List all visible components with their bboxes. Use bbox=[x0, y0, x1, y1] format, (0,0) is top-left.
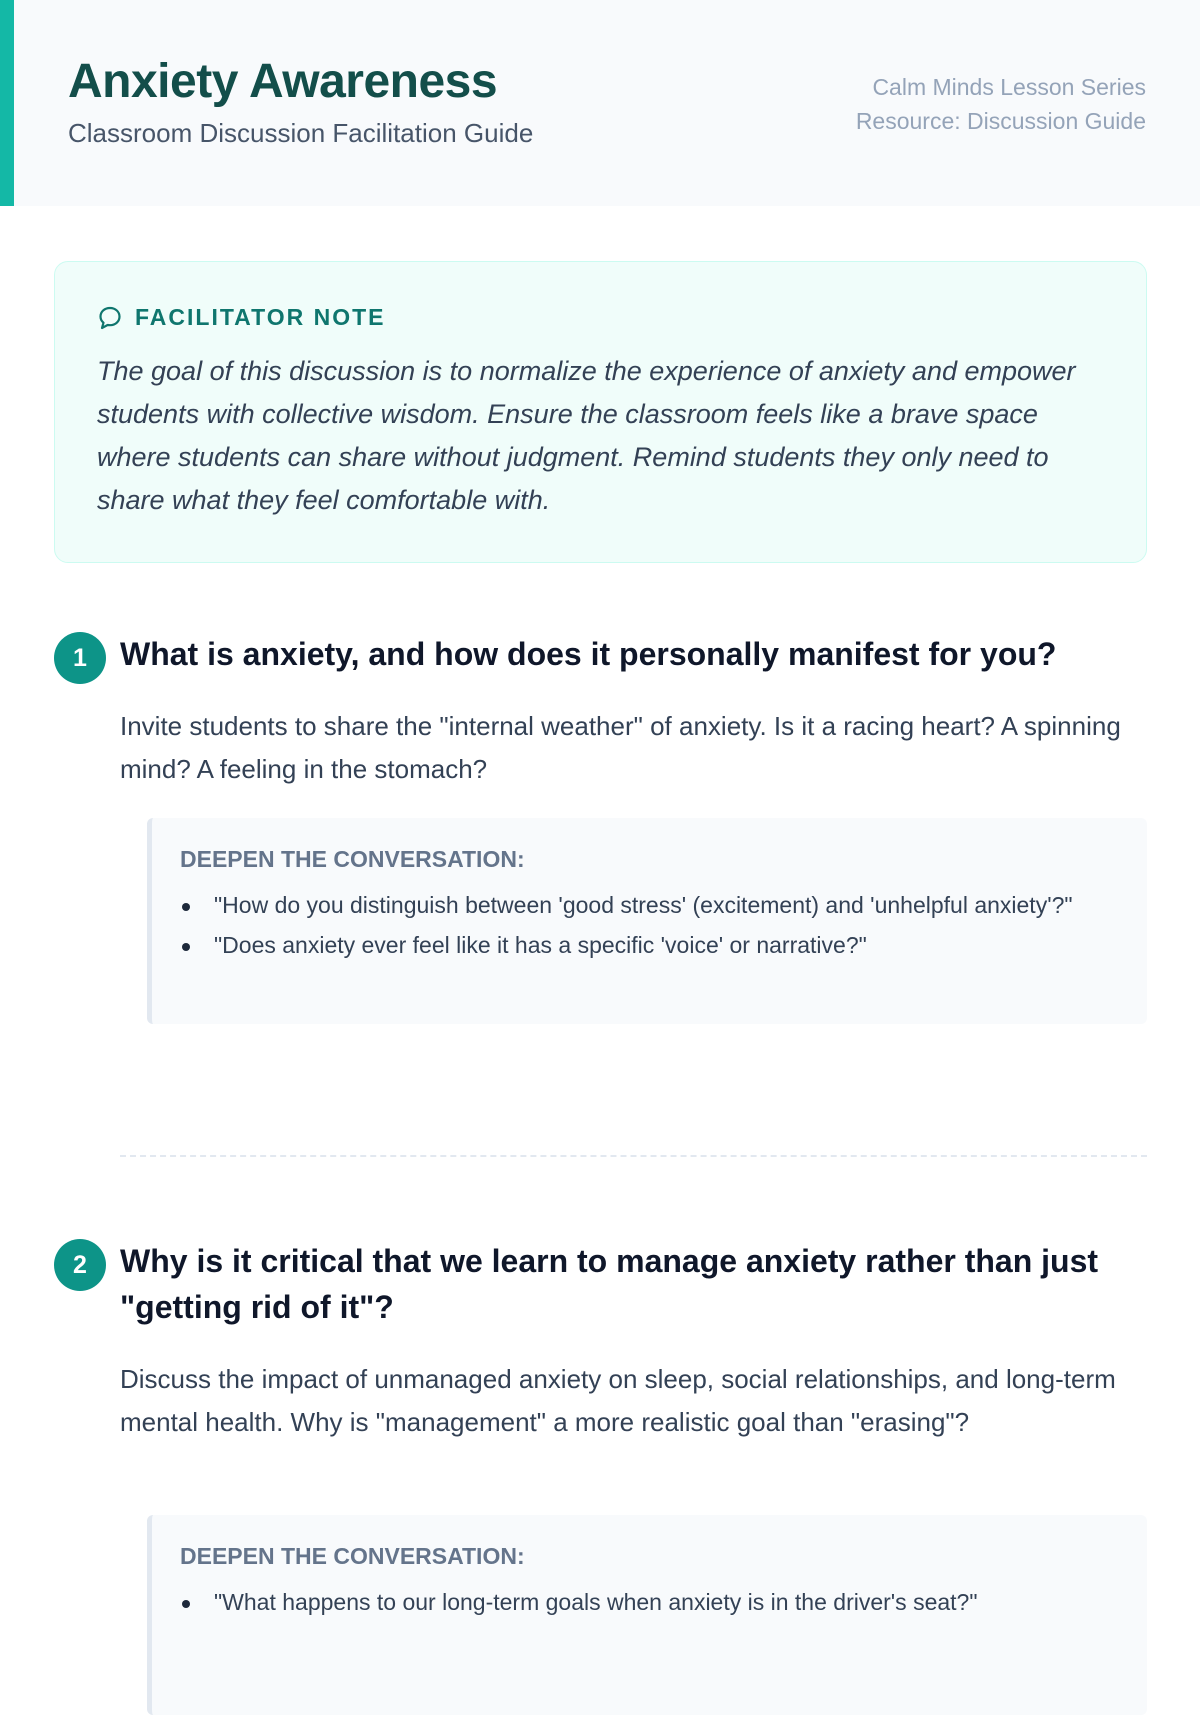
follow-up-prompt: "How do you distinguish between 'good stress' (excitement) and 'unhelpful anxiety'?" bbox=[180, 889, 1119, 922]
section-divider bbox=[120, 1155, 1147, 1157]
deepen-label: DEEPEN THE CONVERSATION: bbox=[180, 1543, 525, 1569]
question-title: What is anxiety, and how does it personally manifest for you? bbox=[120, 636, 1057, 672]
deepen-conversation-box bbox=[147, 818, 1147, 1024]
facilitator-note-heading bbox=[97, 304, 386, 331]
deepen-label: DEEPEN THE CONVERSATION: bbox=[180, 846, 525, 872]
question-number-badge: 1 bbox=[54, 632, 106, 684]
page-title: Anxiety Awareness bbox=[68, 55, 498, 108]
follow-up-prompt: "Does anxiety ever feel like it has a specific 'voice' or narrative?" bbox=[180, 929, 1119, 962]
lesson-series-label: Calm Minds Lesson Series bbox=[872, 74, 1146, 100]
question-number-badge: 2 bbox=[54, 1239, 106, 1291]
resource-type-label: Resource: Discussion Guide bbox=[855, 108, 1146, 134]
deepen-conversation-box bbox=[147, 1515, 1147, 1715]
facilitator-note bbox=[54, 261, 1147, 563]
facilitator-note-text: The goal of this discussion is to normalize the experience of anxiety and empower students with collective wisdom. Ensure the classroom feels like a brave space where students can share without judgment. Remind students they only need to share what they feel comfortable with. bbox=[97, 356, 1076, 515]
speech-bubble-icon bbox=[97, 305, 123, 331]
follow-up-prompts bbox=[180, 1586, 1119, 1619]
follow-up-prompts bbox=[180, 889, 1119, 962]
facilitator-note-label: FACILITATOR NOTE bbox=[135, 304, 386, 330]
page-subtitle: Classroom Discussion Facilitation Guide bbox=[68, 118, 534, 148]
question-description: Discuss the impact of unmanaged anxiety on sleep, social relationships, and long-term mental health. Why is "management" a more realistic goal than "erasing"? bbox=[120, 1364, 1116, 1437]
header-meta bbox=[856, 70, 1146, 138]
page-header bbox=[0, 0, 1200, 206]
question-description: Invite students to share the "internal weather" of anxiety. Is it a racing heart? A spinning mind? A feeling in the stomach? bbox=[120, 711, 1121, 784]
follow-up-prompt: "What happens to our long-term goals when anxiety is in the driver's seat?" bbox=[180, 1586, 1119, 1619]
question-title: Why is it critical that we learn to manage anxiety rather than just "getting rid of it"? bbox=[120, 1243, 1099, 1325]
